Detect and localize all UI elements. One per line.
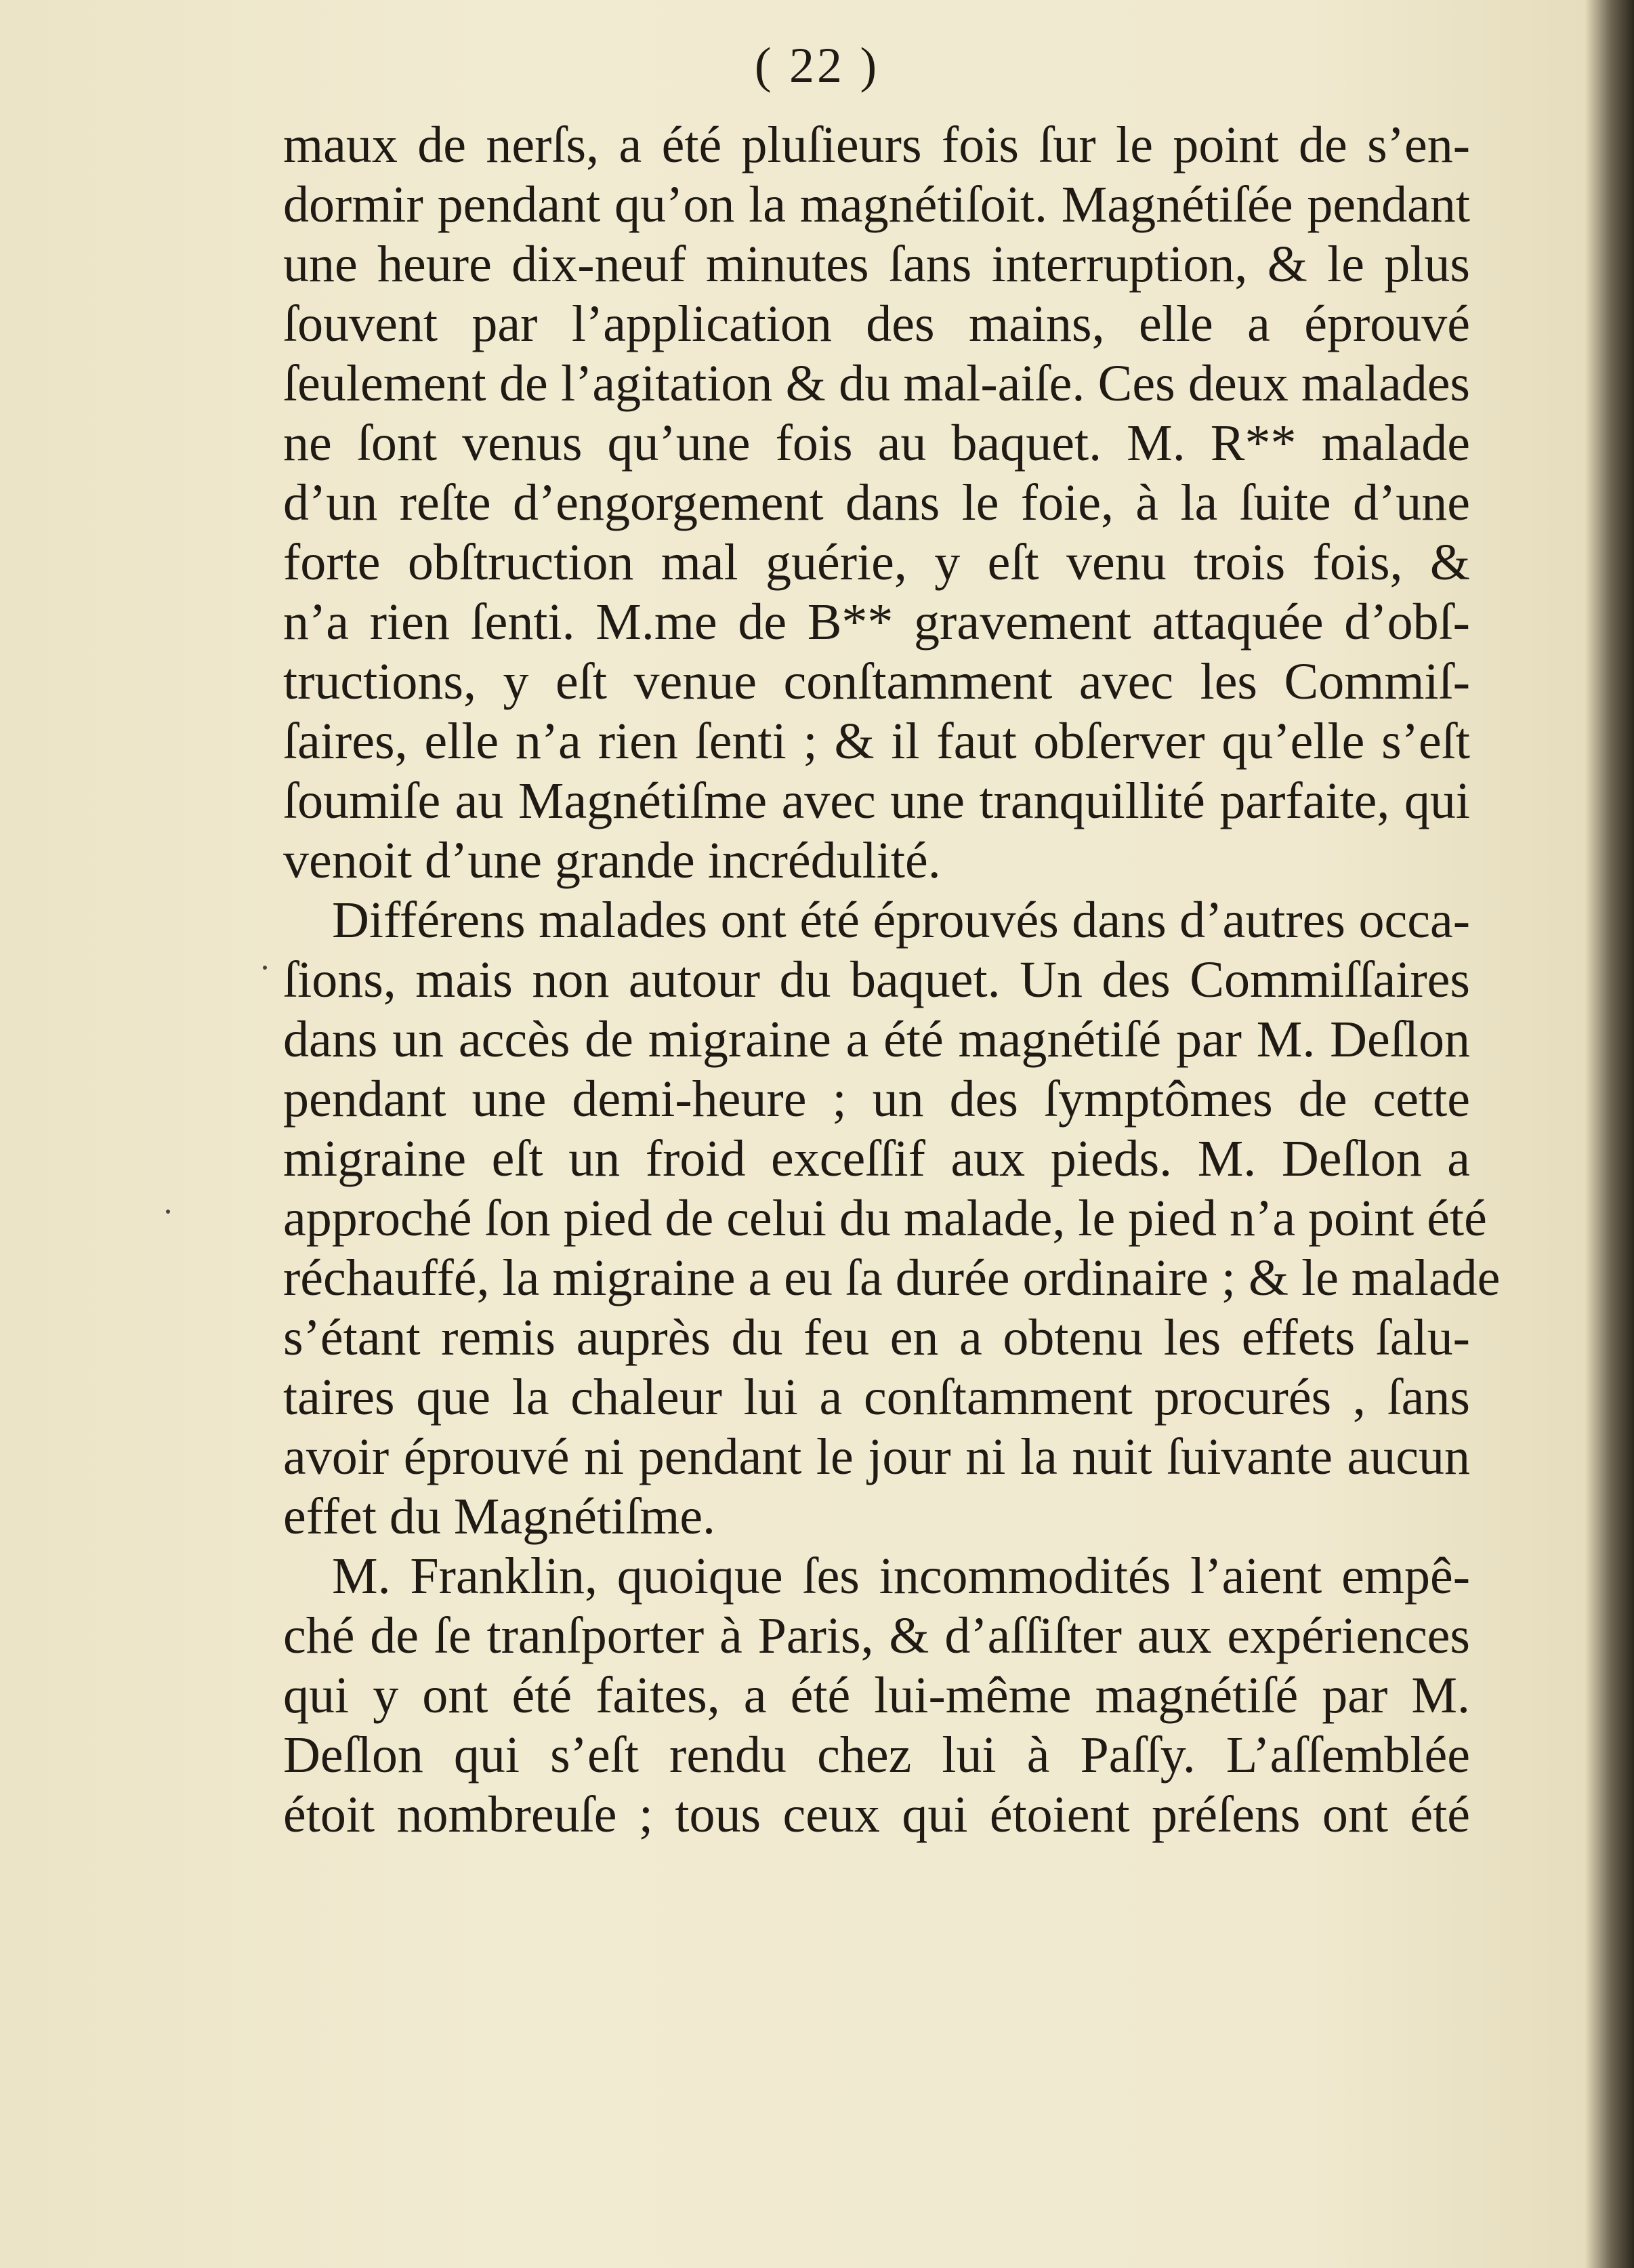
page-number: ( 22 ) (754, 38, 880, 94)
text-line: ſions, mais non autour du baquet. Un des Commiſſaires (283, 951, 1470, 1008)
text-line: avoir éprouvé ni pendant le jour ni la nuit ſuivante aucun (283, 1428, 1470, 1485)
text-line: d’un reſte d’engorgement dans le foie, à la ſuite d’une (283, 474, 1470, 531)
text-line: venoit d’une grande incrédulité. (283, 832, 941, 889)
text-line: tructions, y eſt venue conſtamment avec les Commiſ- (283, 653, 1470, 710)
text-line: ſaires, elle n’a rien ſenti ; & il faut obſerver qu’elle s’eſt (283, 713, 1470, 770)
text-line: ſoumiſe au Magnétiſme avec une tranquillité parfaite, qui (283, 772, 1470, 829)
text-line: n’a rien ſenti. M.me de B** gravement attaquée d’obſ- (283, 594, 1470, 651)
text-line: pendant une demi-heure ; un des ſymptômes de cette (283, 1071, 1470, 1128)
text-line: forte obſtruction mal guérie, y eſt venu trois fois, & (283, 534, 1470, 591)
text-line: migraine eſt un froid exceſſif aux pieds. M. Deſlon a (283, 1130, 1470, 1187)
text-line: Deſlon qui s’eſt rendu chez lui à Paſſy. L’aſſemblée (283, 1727, 1470, 1784)
text-line: effet du Magnétiſme. (283, 1488, 716, 1545)
text-line: M. Franklin, quoique ſes incommodités l’aient empê- (332, 1548, 1470, 1605)
text-line: ſouvent par l’application des mains, elle a éprouvé (283, 295, 1470, 352)
text-line: taires que la chaleur lui a conſtamment procurés , ſans (283, 1369, 1470, 1426)
text-line: ſeulement de l’agitation & du mal-aiſe. Ces deux malades (283, 355, 1470, 412)
text-line: maux de nerſs, a été pluſieurs fois ſur le point de s’en- (283, 117, 1470, 173)
text-line: Différens malades ont été éprouvés dans d’autres occa- (332, 892, 1470, 949)
text-line: qui y ont été faites, a été lui-même magnétiſé par M. (283, 1667, 1470, 1724)
speck (263, 966, 267, 970)
text-line: ne ſont venus qu’une fois au baquet. M. R** malade (283, 415, 1470, 472)
text-line: s’étant remis auprès du feu en a obtenu les effets ſalu- (283, 1309, 1470, 1366)
text-line: dans un accès de migraine a été magnétiſé par M. Deſlon (283, 1011, 1470, 1068)
text-line: réchauffé, la migraine a eu ſa durée ordinaire ; & le malade (283, 1250, 1501, 1306)
text-line: étoit nombreuſe ; tous ceux qui étoient préſens ont été (283, 1786, 1470, 1843)
text-line: dormir pendant qu’on la magnétiſoit. Magnétiſée pendant (283, 176, 1470, 233)
text-line: ché de ſe tranſporter à Paris, & d’aſſiſter aux expériences (283, 1607, 1470, 1664)
speck (166, 1210, 170, 1214)
text-line: une heure dix-neuf minutes ſans interruption, & le plus (283, 236, 1470, 293)
body-text (283, 115, 1501, 1844)
text-line: approché ſon pied de celui du malade, le pied n’a point été (283, 1190, 1487, 1247)
